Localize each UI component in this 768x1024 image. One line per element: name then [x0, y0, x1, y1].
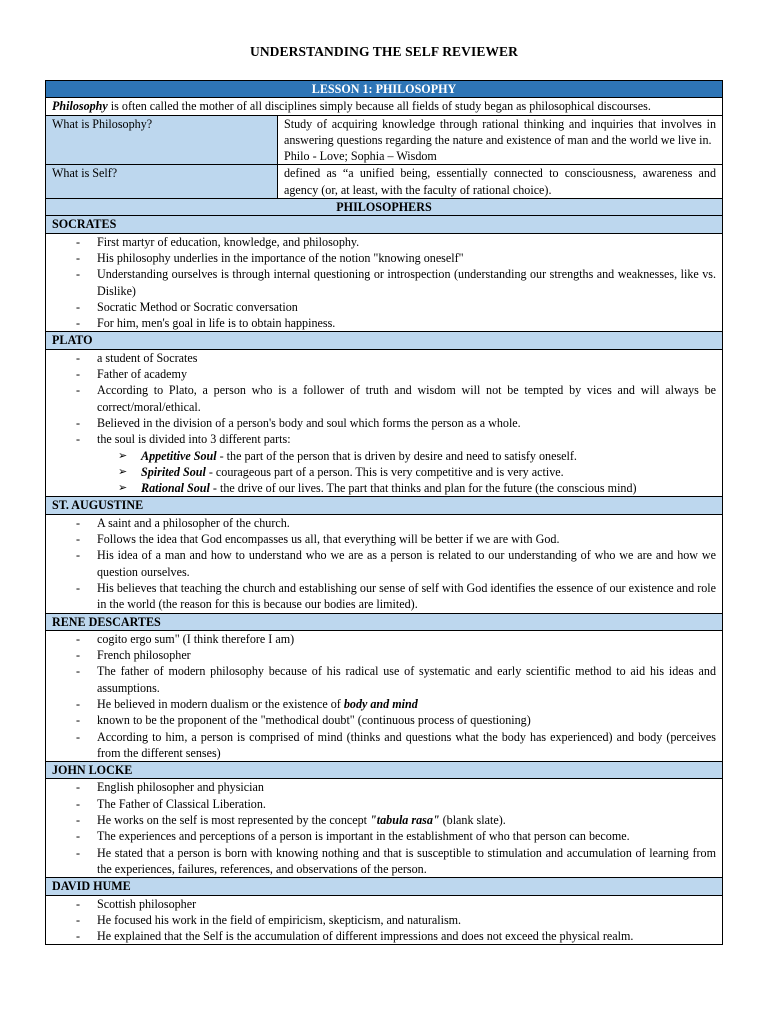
intro-text: is often called the mother of all disciplines simply because all fields of study began as philosophical discourses.	[107, 99, 651, 114]
philosophers-header: PHILOSOPHERS	[46, 199, 723, 216]
arrow-bullet-icon: ➢	[118, 482, 128, 495]
list-item: - His philosophy underlies in the importance of the notion "knowing oneself"	[76, 250, 464, 265]
list-item: - Follows the idea that God encompasses us all, that everything will be better if we are with God.	[76, 532, 560, 547]
answer-cell	[278, 115, 723, 165]
list-item: - the soul is divided into 3 different parts:	[76, 432, 291, 447]
list-item: - known to be the proponent of the "methodical doubt" (continuous process of questioning)	[76, 713, 531, 728]
philosopher-notes	[46, 233, 723, 332]
bullet-list	[52, 631, 716, 761]
arrow-bullet-icon: ➢	[118, 449, 128, 462]
list-item: - The experiences and perceptions of a person is important in the establishment of who that person can become.	[76, 829, 630, 844]
qa-row-philosophy	[46, 115, 723, 165]
bullet-list	[52, 350, 716, 448]
soul-part: ➢ Rational Soul - the drive of our lives. The part that thinks and plan for the future (the conscious mind)	[118, 481, 637, 496]
soul-part: ➢ Appetitive Soul - the part of the person that is driven by desire and need to satisfy oneself.	[118, 448, 577, 463]
soul-part: ➢ Spirited Soul - courageous part of a person. This is very competitive and is very active.	[118, 464, 564, 479]
list-item: - a student of Socrates	[76, 350, 198, 365]
philosopher-name: JOHN LOCKE	[46, 762, 723, 779]
list-item: - A saint and a philosopher of the church.	[76, 515, 290, 530]
philosopher-notes	[46, 514, 723, 613]
list-item: - First martyr of education, knowledge, and philosophy.	[76, 234, 360, 249]
list-item: - He explained that the Self is the accumulation of different impressions and does not exceed the physical realm.	[76, 929, 634, 944]
philosopher-name: DAVID HUME	[46, 878, 723, 895]
question-cell: What is Philosophy?	[46, 115, 278, 165]
lesson-header: LESSON 1: PHILOSOPHY	[46, 81, 723, 98]
list-item: - Socratic Method or Socratic conversation	[76, 299, 298, 314]
philosopher-name: ST. AUGUSTINE	[46, 497, 723, 514]
intro-term: Philosophy	[52, 99, 108, 114]
list-item: - Scottish philosopher	[76, 896, 197, 911]
list-item: - cogito ergo sum" (I think therefore I am)	[76, 631, 295, 646]
list-item: - His idea of a man and how to understand who we are as a person is related to our understanding of who we are and how we question ourselves.	[76, 548, 717, 579]
reviewer-table	[45, 80, 723, 945]
philosopher-name: SOCRATES	[46, 216, 723, 233]
philosopher-name: PLATO	[46, 332, 723, 349]
philosopher-notes	[46, 630, 723, 761]
bullet-list	[52, 234, 716, 332]
philosopher-notes	[46, 779, 723, 878]
list-item: - Understanding ourselves is through internal questioning or introspection (understanding our strengths and weaknesses, like vs. Dislike)	[76, 267, 717, 298]
list-item: - He stated that a person is born with knowing nothing and that is susceptible to stimulation and accumulation of learning from the experiences, failures, references, and observations of the person.	[76, 845, 717, 876]
answer-cell: defined as “a unified being, essentially connected to consciousness, awareness and agency (or, at least, with the faculty of rational choice).	[278, 165, 723, 199]
list-item: - He believed in modern dualism or the existence of body and mind	[76, 696, 418, 711]
bullet-list	[52, 896, 716, 945]
philosopher-name: RENE DESCARTES	[46, 613, 723, 630]
list-item: - French philosopher	[76, 648, 191, 663]
list-item: - According to him, a person is comprised of mind (thinks and questions what the body has experienced) and body (perceives from the different senses)	[76, 729, 717, 760]
soul-parts-list	[52, 448, 716, 497]
list-item: - Father of academy	[76, 367, 187, 382]
list-item: - For him, men's goal in life is to obtain happiness.	[76, 316, 336, 331]
list-item: - According to Plato, a person who is a follower of truth and wisdom will not be tempted by vices and will always be correct/moral/ethical.	[76, 383, 717, 414]
intro-paragraph	[46, 98, 723, 115]
answer-etymology: Philo - Love; Sophia – Wisdom	[284, 149, 437, 164]
page-title: UNDERSTANDING THE SELF REVIEWER	[249, 44, 519, 59]
answer-text: Study of acquiring knowledge through rational thinking and inquiries that involves in answering questions regarding the nature and existence of man and the world we live in.	[284, 116, 717, 147]
list-item: - Believed in the division of a person's body and soul which forms the person as a whole.	[76, 415, 521, 430]
list-item: - English philosopher and physician	[76, 780, 264, 795]
philosopher-notes	[46, 349, 723, 497]
question-cell: What is Self?	[46, 165, 278, 199]
philosopher-notes	[46, 895, 723, 945]
list-item: - His believes that teaching the church and establishing our sense of self with God identifies the essence of our existence and role in the world (the reason for this is because our bodies are limited).	[76, 580, 717, 612]
qa-row-self	[46, 165, 723, 199]
bullet-list	[52, 515, 716, 613]
bullet-list	[52, 779, 716, 877]
list-item: - He works on the self is most represented by the concept "tabula rasa" (blank slate).	[76, 813, 506, 828]
list-item: - He focused his work in the field of empiricism, skepticism, and naturalism.	[76, 912, 462, 927]
arrow-bullet-icon: ➢	[118, 465, 128, 478]
list-item: - The father of modern philosophy because of his radical use of systematic and early scientific method to aid his ideas and assumptions.	[76, 664, 717, 695]
list-item: - The Father of Classical Liberation.	[76, 796, 266, 811]
